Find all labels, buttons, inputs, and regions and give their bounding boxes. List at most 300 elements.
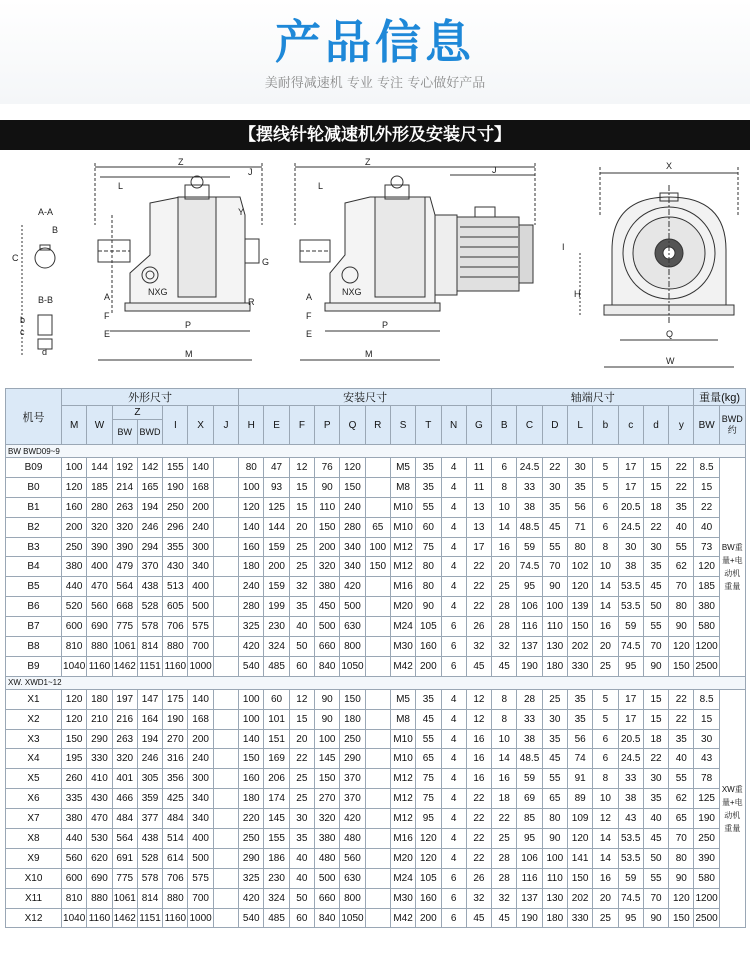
value-cell: 246 [137, 517, 162, 537]
section-label: XW. XWD1~12 [6, 676, 746, 689]
value-cell: 100 [365, 537, 390, 557]
value-cell: 20 [593, 637, 618, 657]
value-cell: 90 [315, 709, 340, 729]
value-cell: M30 [390, 888, 415, 908]
table-row [6, 617, 746, 637]
value-cell: 380 [62, 809, 87, 829]
value-cell: 320 [87, 517, 112, 537]
value-cell: 30 [618, 537, 643, 557]
model-cell: X1 [6, 689, 62, 709]
value-cell: M10 [390, 729, 415, 749]
value-cell: 250 [239, 829, 264, 849]
value-cell: 106 [517, 597, 542, 617]
value-cell: 35 [669, 729, 694, 749]
value-cell: 160 [416, 637, 441, 657]
value-cell: 33 [517, 709, 542, 729]
value-cell: 18 [643, 497, 668, 517]
table-body [6, 445, 746, 928]
value-cell: 250 [62, 537, 87, 557]
value-cell: 120 [416, 829, 441, 849]
value-cell: 14 [593, 597, 618, 617]
value-cell: 116 [517, 617, 542, 637]
value-cell: 325 [239, 617, 264, 637]
value-cell: 1160 [163, 656, 188, 676]
value-cell: 564 [112, 577, 137, 597]
value-cell: 100 [239, 689, 264, 709]
table-row [6, 709, 746, 729]
value-cell: 320 [112, 749, 137, 769]
col-weight-bwd: BWD约 [719, 406, 745, 445]
value-cell: 15 [289, 477, 314, 497]
col-b-small: b [593, 406, 618, 445]
value-cell: 24.5 [517, 458, 542, 478]
value-cell: 6 [441, 617, 466, 637]
value-cell: 150 [669, 656, 694, 676]
value-cell: 95 [517, 829, 542, 849]
value-cell: 17 [618, 709, 643, 729]
value-cell: 14 [492, 517, 517, 537]
value-cell: 340 [340, 557, 365, 577]
value-cell: M16 [390, 577, 415, 597]
value-cell: 200 [416, 656, 441, 676]
value-cell: 10 [492, 729, 517, 749]
value-cell: 580 [694, 868, 719, 888]
value-cell: 290 [87, 729, 112, 749]
value-cell: 1050 [340, 656, 365, 676]
value-cell: 691 [112, 848, 137, 868]
value-cell: 45 [542, 749, 567, 769]
label2-a: A [306, 292, 313, 302]
model-cell: X5 [6, 769, 62, 789]
value-cell: 390 [694, 848, 719, 868]
value-cell: 430 [163, 557, 188, 577]
model-cell: X11 [6, 888, 62, 908]
value-cell [213, 637, 238, 657]
value-cell: 614 [163, 848, 188, 868]
value-cell: 199 [264, 597, 289, 617]
value-cell: 30 [542, 477, 567, 497]
value-cell: 6 [593, 749, 618, 769]
value-cell: 4 [441, 689, 466, 709]
value-cell: 22 [542, 458, 567, 478]
label-a: A [104, 292, 111, 302]
value-cell: 4 [441, 829, 466, 849]
value-cell: 28 [492, 597, 517, 617]
value-cell: 59 [618, 617, 643, 637]
value-cell: 120 [567, 829, 592, 849]
value-cell [213, 557, 238, 577]
value-cell: 140 [239, 517, 264, 537]
value-cell: 4 [441, 497, 466, 517]
value-cell: 810 [62, 888, 87, 908]
value-cell: 5 [593, 458, 618, 478]
value-cell: 6 [492, 458, 517, 478]
value-cell: 56 [567, 497, 592, 517]
table-row [6, 656, 746, 676]
value-cell: M12 [390, 809, 415, 829]
value-cell: 1200 [694, 637, 719, 657]
value-cell: 840 [315, 656, 340, 676]
value-cell: 194 [137, 497, 162, 517]
value-cell: 320 [315, 557, 340, 577]
value-cell: 45 [466, 908, 491, 928]
value-cell: 25 [289, 769, 314, 789]
col-z: Z [112, 406, 163, 420]
label3-w: W [666, 356, 675, 366]
value-cell: 335 [62, 789, 87, 809]
value-cell: 200 [264, 557, 289, 577]
value-cell: 48.5 [517, 517, 542, 537]
value-cell: 55 [643, 868, 668, 888]
label-y: Y [238, 207, 245, 217]
label-r: R [248, 297, 255, 307]
value-cell: 186 [264, 848, 289, 868]
value-cell: 45 [643, 829, 668, 849]
value-cell: 45 [643, 577, 668, 597]
section-header-row [6, 445, 746, 458]
model-cell: B1 [6, 497, 62, 517]
value-cell: 71 [567, 517, 592, 537]
value-cell: 26 [466, 868, 491, 888]
value-cell: 390 [87, 537, 112, 557]
value-cell: 4 [441, 557, 466, 577]
value-cell: 55 [669, 537, 694, 557]
value-cell: M12 [390, 557, 415, 577]
value-cell: 76 [315, 458, 340, 478]
value-cell: 814 [137, 888, 162, 908]
value-cell: 45 [492, 656, 517, 676]
value-cell: 513 [163, 577, 188, 597]
col-f: F [289, 406, 314, 445]
value-cell: 6 [441, 637, 466, 657]
value-cell: 159 [264, 577, 289, 597]
value-cell: 216 [112, 709, 137, 729]
table-row [6, 769, 746, 789]
value-cell: 14 [593, 829, 618, 849]
value-cell: 13 [466, 497, 491, 517]
value-cell: 22 [466, 829, 491, 849]
label-m: M [185, 349, 193, 359]
value-cell: 18 [492, 789, 517, 809]
value-cell: 356 [163, 769, 188, 789]
value-cell: 110 [315, 497, 340, 517]
model-cell: X8 [6, 829, 62, 849]
value-cell: 90 [669, 868, 694, 888]
value-cell: 55 [542, 537, 567, 557]
value-cell: 16 [466, 729, 491, 749]
value-cell: 22 [643, 517, 668, 537]
value-cell: 105 [416, 617, 441, 637]
value-cell: M10 [390, 517, 415, 537]
value-cell: 180 [340, 709, 365, 729]
value-cell: 43 [618, 809, 643, 829]
value-cell: 4 [441, 809, 466, 829]
value-cell: 74 [567, 749, 592, 769]
value-cell: 28 [492, 617, 517, 637]
value-cell: 80 [239, 458, 264, 478]
group-outline: 外形尺寸 [62, 389, 239, 406]
value-cell [365, 637, 390, 657]
value-cell: 479 [112, 557, 137, 577]
value-cell: 106 [517, 848, 542, 868]
col-c-small: c [618, 406, 643, 445]
value-cell: 26 [466, 617, 491, 637]
value-cell: 150 [669, 908, 694, 928]
value-cell: 95 [517, 577, 542, 597]
value-cell: 75 [416, 789, 441, 809]
value-cell: 280 [340, 517, 365, 537]
value-cell: 400 [188, 577, 213, 597]
value-cell: 24.5 [618, 749, 643, 769]
value-cell: M12 [390, 537, 415, 557]
value-cell: M5 [390, 458, 415, 478]
value-cell: 25 [492, 829, 517, 849]
model-cell: B2 [6, 517, 62, 537]
value-cell: 466 [112, 789, 137, 809]
model-cell: B4 [6, 557, 62, 577]
value-cell: 40 [643, 809, 668, 829]
value-cell: 20 [492, 557, 517, 577]
value-cell: 420 [239, 637, 264, 657]
value-cell: 564 [112, 829, 137, 849]
value-cell: 355 [163, 537, 188, 557]
value-cell: 144 [264, 517, 289, 537]
value-cell [213, 769, 238, 789]
value-cell: 53.5 [618, 577, 643, 597]
value-cell: 109 [567, 809, 592, 829]
value-cell: 17 [618, 458, 643, 478]
col-model: 机号 [6, 389, 62, 445]
value-cell: 438 [137, 577, 162, 597]
value-cell: 880 [163, 637, 188, 657]
value-cell: 325 [239, 868, 264, 888]
value-cell: 775 [112, 868, 137, 888]
value-cell: 380 [315, 829, 340, 849]
value-cell [365, 809, 390, 829]
section-label: BW BWD09~9 [6, 445, 746, 458]
value-cell: 15 [643, 477, 668, 497]
label-bb: B-B [38, 295, 54, 305]
value-cell: 420 [239, 888, 264, 908]
value-cell: 45 [416, 709, 441, 729]
value-cell: 706 [163, 617, 188, 637]
col-m: M [62, 406, 87, 445]
value-cell: 380 [315, 577, 340, 597]
value-cell: 200 [188, 497, 213, 517]
value-cell: 880 [163, 888, 188, 908]
col-z-bwd: BWD [137, 420, 162, 445]
value-cell: 200 [62, 517, 87, 537]
col-t: T [416, 406, 441, 445]
value-cell: 605 [163, 597, 188, 617]
col-w: W [87, 406, 112, 445]
value-cell: 560 [62, 848, 87, 868]
value-cell [365, 597, 390, 617]
value-cell: 35 [289, 597, 314, 617]
value-cell: 22 [694, 497, 719, 517]
table-row [6, 809, 746, 829]
value-cell: 38 [618, 789, 643, 809]
value-cell: 130 [542, 888, 567, 908]
label3-i: I [562, 242, 565, 252]
value-cell: 8 [593, 769, 618, 789]
value-cell: 32 [466, 637, 491, 657]
value-cell: 137 [517, 888, 542, 908]
value-cell: 240 [340, 497, 365, 517]
value-cell: 578 [137, 868, 162, 888]
value-cell: 400 [87, 557, 112, 577]
section-header-row [6, 676, 746, 689]
value-cell [213, 729, 238, 749]
value-cell: 90 [416, 597, 441, 617]
col-d-small: d [643, 406, 668, 445]
value-cell: 60 [289, 908, 314, 928]
value-cell: 700 [188, 888, 213, 908]
value-cell [365, 888, 390, 908]
value-cell: 1050 [340, 908, 365, 928]
value-cell: M12 [390, 769, 415, 789]
label-aa: A-A [38, 207, 54, 217]
col-e: E [264, 406, 289, 445]
value-cell: 1160 [87, 908, 112, 928]
value-cell: 25 [542, 689, 567, 709]
value-cell: 200 [315, 537, 340, 557]
table-row [6, 517, 746, 537]
value-cell: 12 [466, 709, 491, 729]
value-cell: 150 [340, 477, 365, 497]
value-cell: 22 [669, 689, 694, 709]
value-cell: 520 [62, 597, 87, 617]
value-cell: 180 [239, 789, 264, 809]
table-row [6, 908, 746, 928]
label-j: J [248, 167, 253, 177]
value-cell: 690 [87, 868, 112, 888]
value-cell: 12 [466, 689, 491, 709]
value-cell: 1200 [694, 888, 719, 908]
model-cell: X10 [6, 868, 62, 888]
value-cell: 151 [264, 729, 289, 749]
value-cell: 340 [188, 789, 213, 809]
value-cell: 260 [62, 769, 87, 789]
value-cell: 75 [416, 769, 441, 789]
value-cell [365, 617, 390, 637]
value-cell: 60 [416, 517, 441, 537]
value-cell: 8 [492, 709, 517, 729]
value-cell: 18 [643, 729, 668, 749]
value-cell: 160 [239, 769, 264, 789]
value-cell: 12 [593, 809, 618, 829]
label-p: P [185, 320, 192, 330]
value-cell: 4 [441, 789, 466, 809]
model-cell: B8 [6, 637, 62, 657]
col-c: C [517, 406, 542, 445]
value-cell: 60 [289, 656, 314, 676]
table-row [6, 577, 746, 597]
value-cell: 250 [340, 729, 365, 749]
value-cell: 528 [137, 597, 162, 617]
value-cell: 110 [542, 868, 567, 888]
section-banner: 【摆线针轮减速机外形及安装尺寸】 [0, 120, 750, 150]
value-cell: 16 [466, 749, 491, 769]
value-cell: 1000 [188, 656, 213, 676]
value-cell: 14 [593, 577, 618, 597]
value-cell: 70 [669, 829, 694, 849]
value-cell: 324 [264, 888, 289, 908]
value-cell [213, 749, 238, 769]
col-y: y [669, 406, 694, 445]
value-cell: 14 [492, 749, 517, 769]
value-cell: 30 [643, 769, 668, 789]
value-cell: 485 [264, 656, 289, 676]
value-cell: 15 [643, 689, 668, 709]
value-cell: 540 [239, 908, 264, 928]
value-cell [213, 537, 238, 557]
value-cell: 630 [340, 868, 365, 888]
value-cell: 22 [669, 477, 694, 497]
table-row [6, 689, 746, 709]
value-cell: 377 [137, 809, 162, 829]
group-shaft: 轴端尺寸 [492, 389, 694, 406]
value-cell: 4 [441, 597, 466, 617]
value-cell: M10 [390, 497, 415, 517]
col-l: L [567, 406, 592, 445]
value-cell: 100 [315, 729, 340, 749]
value-cell: 470 [87, 577, 112, 597]
value-cell: 120 [62, 689, 87, 709]
value-cell: 810 [62, 637, 87, 657]
value-cell [365, 497, 390, 517]
value-cell: 32 [492, 637, 517, 657]
model-cell: X12 [6, 908, 62, 928]
value-cell [213, 848, 238, 868]
value-cell: 246 [137, 749, 162, 769]
table-row [6, 637, 746, 657]
value-cell: 59 [517, 537, 542, 557]
value-cell: 190 [517, 656, 542, 676]
label3-h: H [574, 289, 581, 299]
col-h: H [239, 406, 264, 445]
value-cell: 80 [542, 809, 567, 829]
value-cell: 50 [643, 848, 668, 868]
value-cell: 22 [466, 809, 491, 829]
value-cell: 59 [517, 769, 542, 789]
value-cell: 316 [163, 749, 188, 769]
value-cell: 660 [315, 888, 340, 908]
value-cell: 59 [618, 868, 643, 888]
label-g: G [262, 257, 270, 267]
value-cell: 4 [441, 537, 466, 557]
value-cell: 90 [542, 577, 567, 597]
value-cell: 55 [643, 617, 668, 637]
table-row [6, 458, 746, 478]
value-cell: 560 [87, 597, 112, 617]
value-cell: 270 [163, 729, 188, 749]
value-cell: 500 [315, 868, 340, 888]
value-cell: 95 [416, 809, 441, 829]
value-cell: 74.5 [517, 557, 542, 577]
value-cell: 192 [112, 458, 137, 478]
value-cell: 90 [315, 477, 340, 497]
value-cell: 35 [416, 689, 441, 709]
value-cell: 1160 [87, 656, 112, 676]
label2-l: L [318, 181, 324, 191]
value-cell: 560 [340, 848, 365, 868]
value-cell [213, 617, 238, 637]
value-cell: 22 [466, 557, 491, 577]
label2-e: E [306, 329, 313, 339]
value-cell: 38 [517, 497, 542, 517]
value-cell [365, 908, 390, 928]
